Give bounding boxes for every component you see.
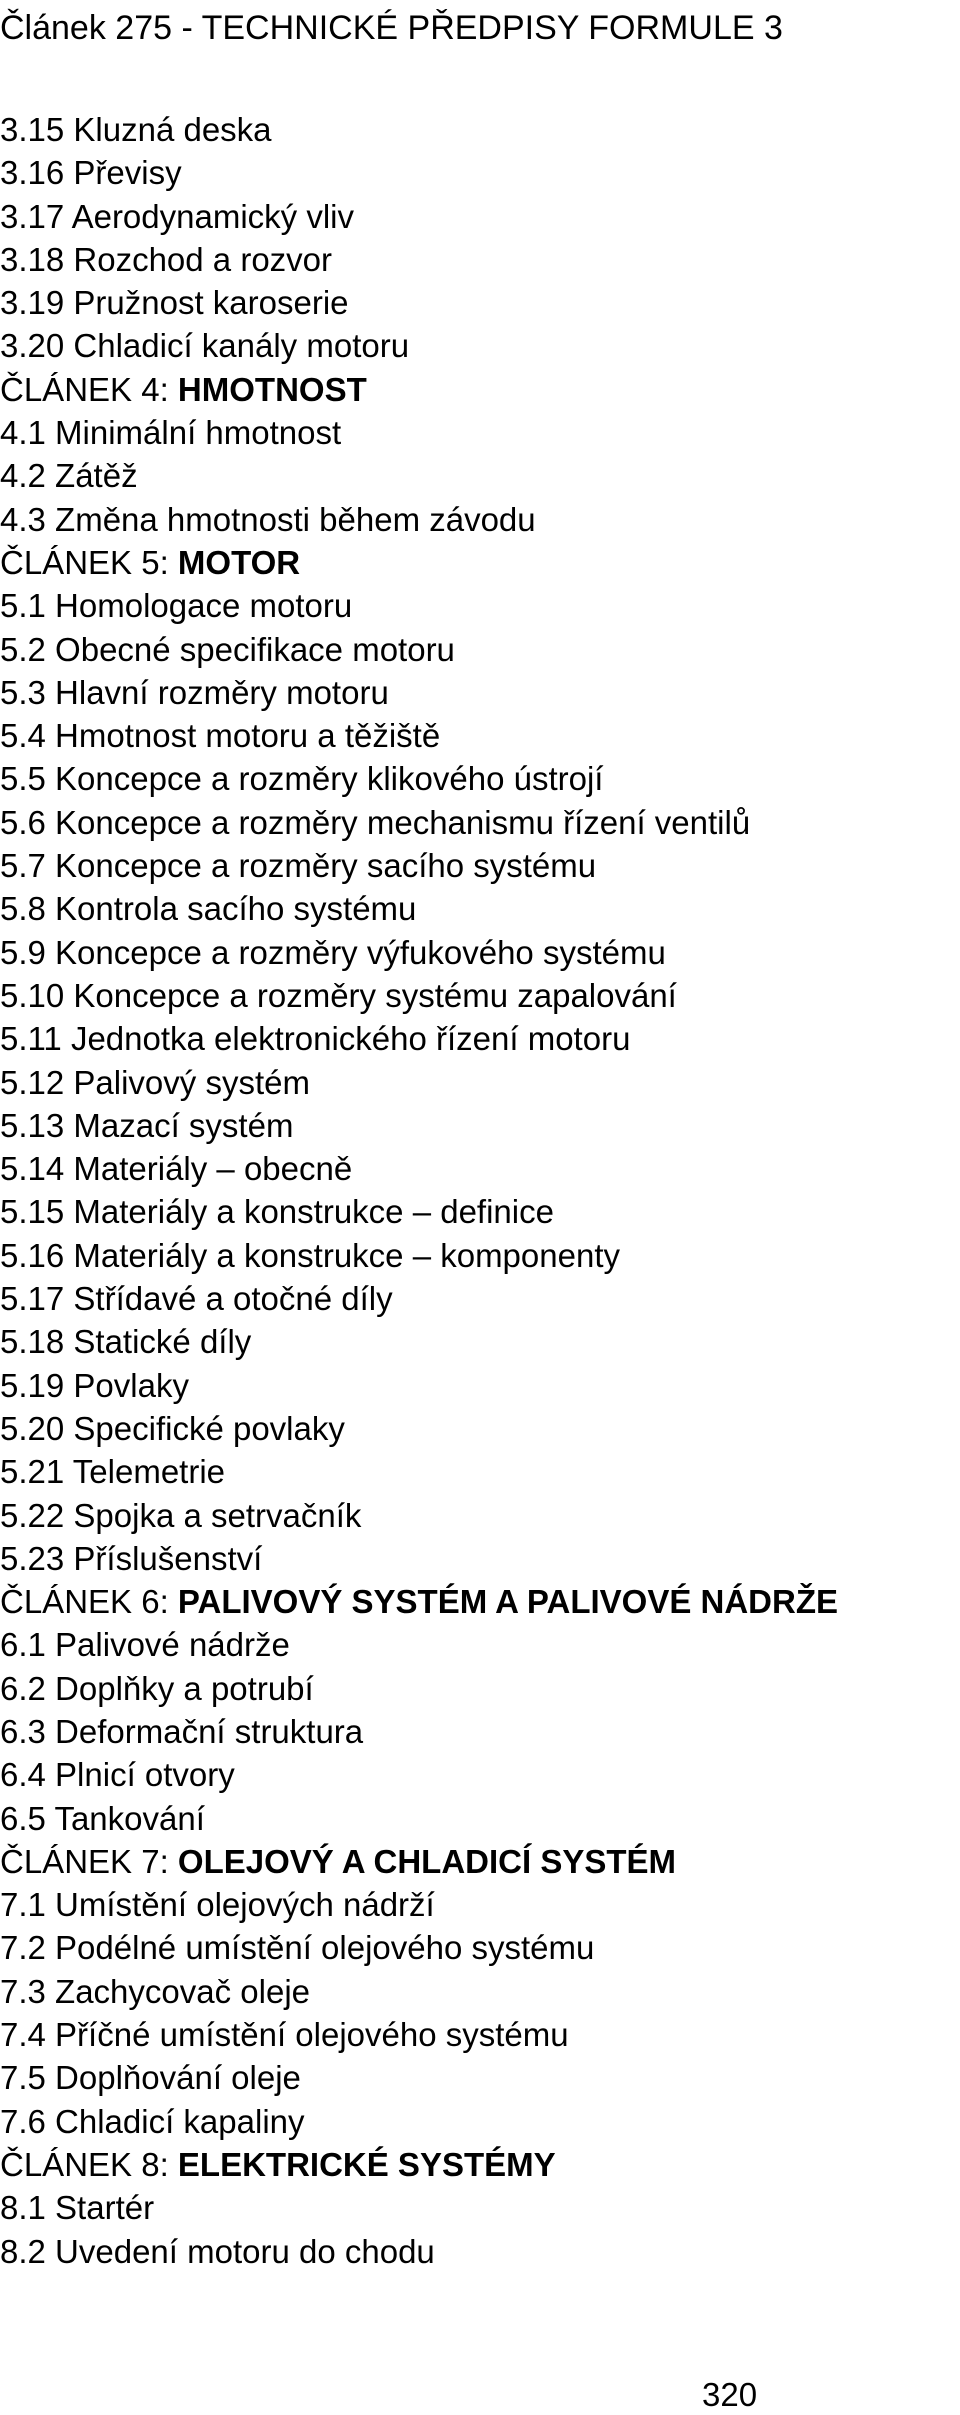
toc-item: 8.2 Uvedení motoru do chodu <box>0 2232 435 2270</box>
toc-item: 4.2 Zátěž <box>0 457 138 495</box>
toc-item: 5.22 Spojka a setrvačník <box>0 1496 362 1534</box>
toc-item: 3.19 Pružnost karoserie <box>0 284 349 322</box>
toc-item: 5.3 Hlavní rozměry motoru <box>0 673 389 711</box>
toc-item: 5.7 Koncepce a rozměry sacího systému <box>0 847 597 885</box>
toc-item: 5.10 Koncepce a rozměry systému zapalování <box>0 976 677 1014</box>
toc-item: 5.14 Materiály – obecně <box>0 1150 353 1188</box>
chapter-heading <box>0 1840 960 1883</box>
page-number: 320 <box>702 2376 758 2413</box>
chapter-title: PALIVOVÝ SYSTÉM A PALIVOVÉ NÁDRŽE <box>177 1583 839 1621</box>
chapter-title: HMOTNOST <box>177 370 367 408</box>
toc-item: 6.1 Palivové nádrže <box>0 1626 290 1664</box>
toc-item: 7.5 Doplňování oleje <box>0 2059 301 2097</box>
toc-item: 3.17 Aerodynamický vliv <box>0 197 354 235</box>
page-header: Článek 275 - TECHNICKÉ PŘEDPISY FORMULE 3 <box>0 9 783 47</box>
toc-item: 6.2 Doplňky a potrubí <box>0 1669 314 1707</box>
toc-item: 5.11 Jednotka elektronického řízení motoru <box>0 1020 631 1058</box>
toc-item: 5.16 Materiály a konstrukce – komponenty <box>0 1236 620 1274</box>
chapter-title: OLEJOVÝ A CHLADICÍ SYSTÉM <box>177 1842 677 1880</box>
chapter-prefix: ČLÁNEK 7: <box>0 1842 178 1880</box>
toc-item: 5.13 Mazací systém <box>0 1106 294 1144</box>
toc-item: 5.21 Telemetrie <box>0 1453 226 1491</box>
toc-item: 5.23 Příslušenství <box>0 1539 263 1577</box>
toc-item: 5.4 Hmotnost motoru a těžiště <box>0 717 441 755</box>
chapter-prefix: ČLÁNEK 4: <box>0 370 178 408</box>
chapter-heading <box>0 2143 960 2186</box>
toc-item: 3.16 Převisy <box>0 154 182 192</box>
chapter-prefix: ČLÁNEK 5: <box>0 543 178 581</box>
toc-item: 5.2 Obecné specifikace motoru <box>0 630 455 668</box>
toc-item: 6.5 Tankování <box>0 1799 205 1837</box>
toc-item: 5.18 Statické díly <box>0 1323 252 1361</box>
toc-item: 5.20 Specifické povlaky <box>0 1409 345 1447</box>
toc-item: 3.18 Rozchod a rozvor <box>0 240 333 278</box>
chapter-prefix: ČLÁNEK 8: <box>0 2145 178 2183</box>
toc-item: 5.19 Povlaky <box>0 1366 189 1404</box>
toc-item: 8.1 Startér <box>0 2189 155 2227</box>
chapter-prefix: ČLÁNEK 6: <box>0 1583 178 1621</box>
toc-item: 4.3 Změna hmotnosti během závodu <box>0 500 536 538</box>
toc-item: 3.15 Kluzná deska <box>0 111 272 148</box>
toc-item: 6.3 Deformační struktura <box>0 1712 364 1750</box>
toc-item: 5.1 Homologace motoru <box>0 587 353 625</box>
chapter-title: MOTOR <box>177 543 301 581</box>
toc-item: 5.17 Střídavé a otočné díly <box>0 1280 393 1318</box>
toc-item: 5.12 Palivový systém <box>0 1063 310 1101</box>
toc-item: 5.15 Materiály a konstrukce – definice <box>0 1193 554 1231</box>
toc-item: 3.20 Chladicí kanály motoru <box>0 327 410 365</box>
toc-item: 7.6 Chladicí kapaliny <box>0 2102 305 2140</box>
toc-item: 7.4 Příčné umístění olejového systému <box>0 2016 569 2054</box>
table-of-contents <box>0 108 960 2273</box>
toc-item: 5.9 Koncepce a rozměry výfukového systému <box>0 933 666 971</box>
toc-item: 5.8 Kontrola sacího systému <box>0 890 417 928</box>
toc-item: 7.2 Podélné umístění olejového systému <box>0 1929 595 1967</box>
toc-item: 5.6 Koncepce a rozměry mechanismu řízení ventilů <box>0 803 751 841</box>
toc-item: 7.3 Zachycovač oleje <box>0 1972 311 2010</box>
toc-item: 4.1 Minimální hmotnost <box>0 414 342 452</box>
chapter-heading <box>0 1580 960 1623</box>
toc-item: 7.1 Umístění olejových nádrží <box>0 1886 435 1924</box>
toc-item: 6.4 Plnicí otvory <box>0 1756 235 1794</box>
chapter-heading <box>0 541 960 584</box>
toc-item: 5.5 Koncepce a rozměry klikového ústrojí <box>0 760 604 798</box>
chapter-title: ELEKTRICKÉ SYSTÉMY <box>177 2145 556 2183</box>
chapter-heading <box>0 368 960 411</box>
